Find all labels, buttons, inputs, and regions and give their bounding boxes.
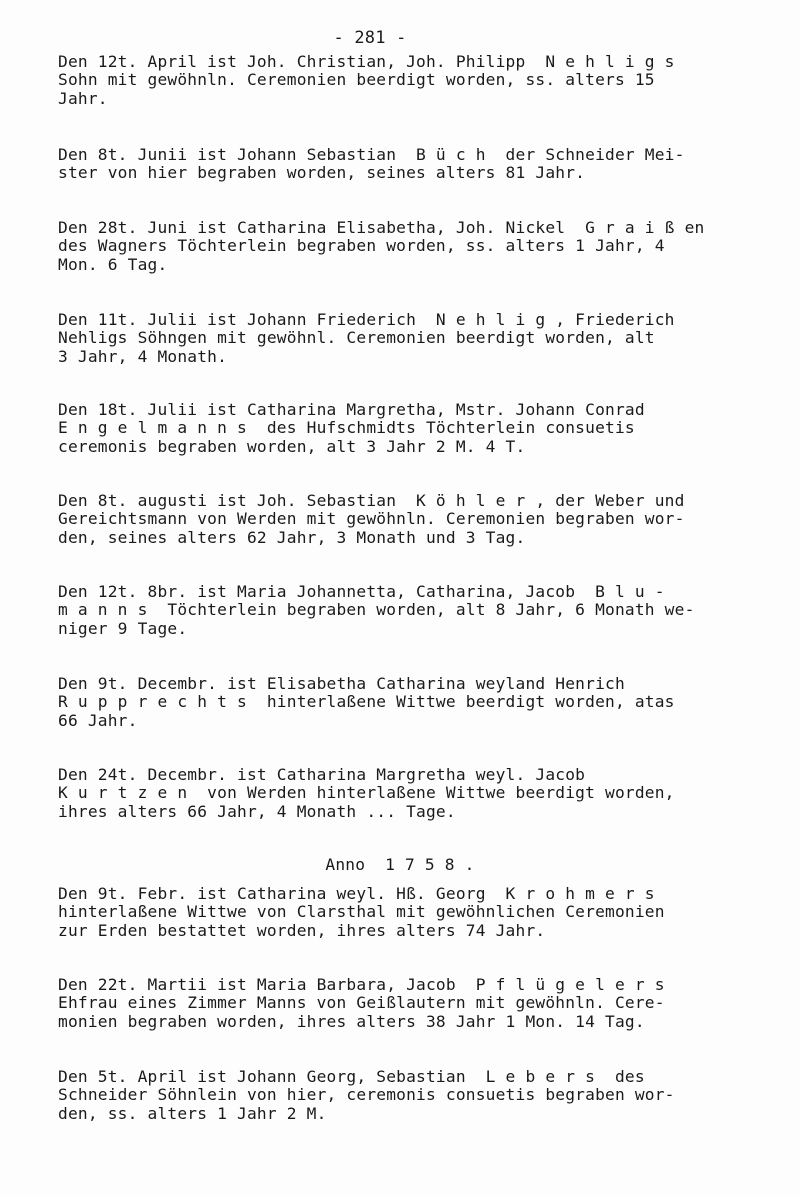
- burial-entry: [58, 311, 800, 366]
- burial-entry: [58, 583, 800, 638]
- entry-line: R u p p r e c h t s hinterlaßene Wittwe beerdigt worden, atas: [58, 692, 675, 712]
- entry-line: Ehfrau eines Zimmer Manns von Geißlautern mit gewöhnln. Cere-: [58, 993, 665, 1013]
- entry-line: Den 11t. Julii ist Johann Friederich N e h l i g , Friederich: [58, 310, 675, 329]
- entry-line: Schneider Söhnlein von hier, ceremonis consuetis begraben wor-: [58, 1085, 675, 1105]
- entry-line: monien begraben worden, ihres alters 38 Jahr 1 Mon. 14 Tag.: [58, 1011, 645, 1031]
- entry-line: ster von hier begraben worden, seines alters 81 Jahr.: [58, 163, 586, 183]
- year-heading: Anno 1 7 5 8 .: [325, 855, 475, 874]
- entry-line: Den 12t. April ist Joh. Christian, Joh. Philipp N e h l i g s: [58, 52, 675, 71]
- entry-line: Jahr.: [58, 88, 108, 108]
- burial-entry: [58, 675, 800, 730]
- entry-line: Nehligs Söhngen mit gewöhnl. Ceremonien beerdigt worden, alt: [58, 328, 655, 348]
- burial-entry: [58, 766, 800, 821]
- entry-line: Den 9t. Febr. ist Catharina weyl. Hß. Georg K r o h m e r s: [58, 884, 655, 903]
- entry-line: zur Erden bestattet worden, ihres alters 74 Jahr.: [58, 920, 546, 940]
- entry-line: Den 8t. Junii ist Johann Sebastian B ü c h der Schneider Mei-: [58, 145, 685, 164]
- entry-line: 3 Jahr, 4 Monath.: [58, 346, 228, 366]
- entry-line: den, seines alters 62 Jahr, 3 Monath und 3 Tag.: [58, 527, 526, 547]
- entry-line: Mon. 6 Tag.: [58, 254, 168, 274]
- entry-line: Den 22t. Martii ist Maria Barbara, Jacob P f l ü g e l e r s: [58, 975, 665, 994]
- entry-line: ceremonis begraben worden, alt 3 Jahr 2 M. 4 T.: [58, 436, 526, 456]
- entry-line: Den 9t. Decembr. ist Elisabetha Catharina weyland Henrich: [58, 674, 625, 693]
- entry-line: Den 5t. April ist Johann Georg, Sebastian L e b e r s des: [58, 1067, 645, 1086]
- entry-line: hinterlaßene Wittwe von Clarsthal mit gewöhnlichen Ceremonien: [58, 902, 665, 922]
- burial-entry: [58, 219, 800, 274]
- burial-entry: [58, 976, 800, 1031]
- burial-entry: [58, 53, 800, 108]
- burial-entry: [58, 885, 800, 940]
- entry-line: Den 24t. Decembr. ist Catharina Margretha weyl. Jacob: [58, 765, 586, 784]
- entry-line: ihres alters 66 Jahr, 4 Monath ... Tage.: [58, 801, 456, 821]
- entry-line: E n g e l m a n n s des Hufschmidts Töchterlein consuetis: [58, 418, 635, 438]
- burial-entry: [58, 1068, 800, 1123]
- burial-entry: [58, 401, 800, 456]
- entry-line: Sohn mit gewöhnln. Ceremonien beerdigt worden, ss. alters 15: [58, 70, 655, 90]
- entry-line: Den 8t. augusti ist Joh. Sebastian K ö h l e r , der Weber und: [58, 491, 685, 510]
- entry-line: 66 Jahr.: [58, 710, 138, 730]
- entry-line: den, ss. alters 1 Jahr 2 M.: [58, 1103, 327, 1123]
- page-number: - 281 -: [333, 28, 407, 48]
- entry-line: niger 9 Tage.: [58, 618, 188, 638]
- entry-line: Gereichtsmann von Werden mit gewöhnln. Ceremonien begraben wor-: [58, 509, 685, 529]
- entry-line: m a n n s Töchterlein begraben worden, alt 8 Jahr, 6 Monath we-: [58, 600, 695, 620]
- entry-line: Den 28t. Juni ist Catharina Elisabetha, Joh. Nickel G r a i ß en: [58, 218, 705, 237]
- entry-line: des Wagners Töchterlein begraben worden, ss. alters 1 Jahr, 4: [58, 236, 665, 256]
- entry-line: Den 18t. Julii ist Catharina Margretha, Mstr. Johann Conrad: [58, 400, 645, 419]
- entry-line: K u r t z e n von Werden hinterlaßene Wittwe beerdigt worden,: [58, 783, 675, 803]
- entry-line: Den 12t. 8br. ist Maria Johannetta, Catharina, Jacob B l u -: [58, 582, 665, 601]
- burial-entry: [58, 146, 800, 183]
- burial-entry: [58, 492, 800, 547]
